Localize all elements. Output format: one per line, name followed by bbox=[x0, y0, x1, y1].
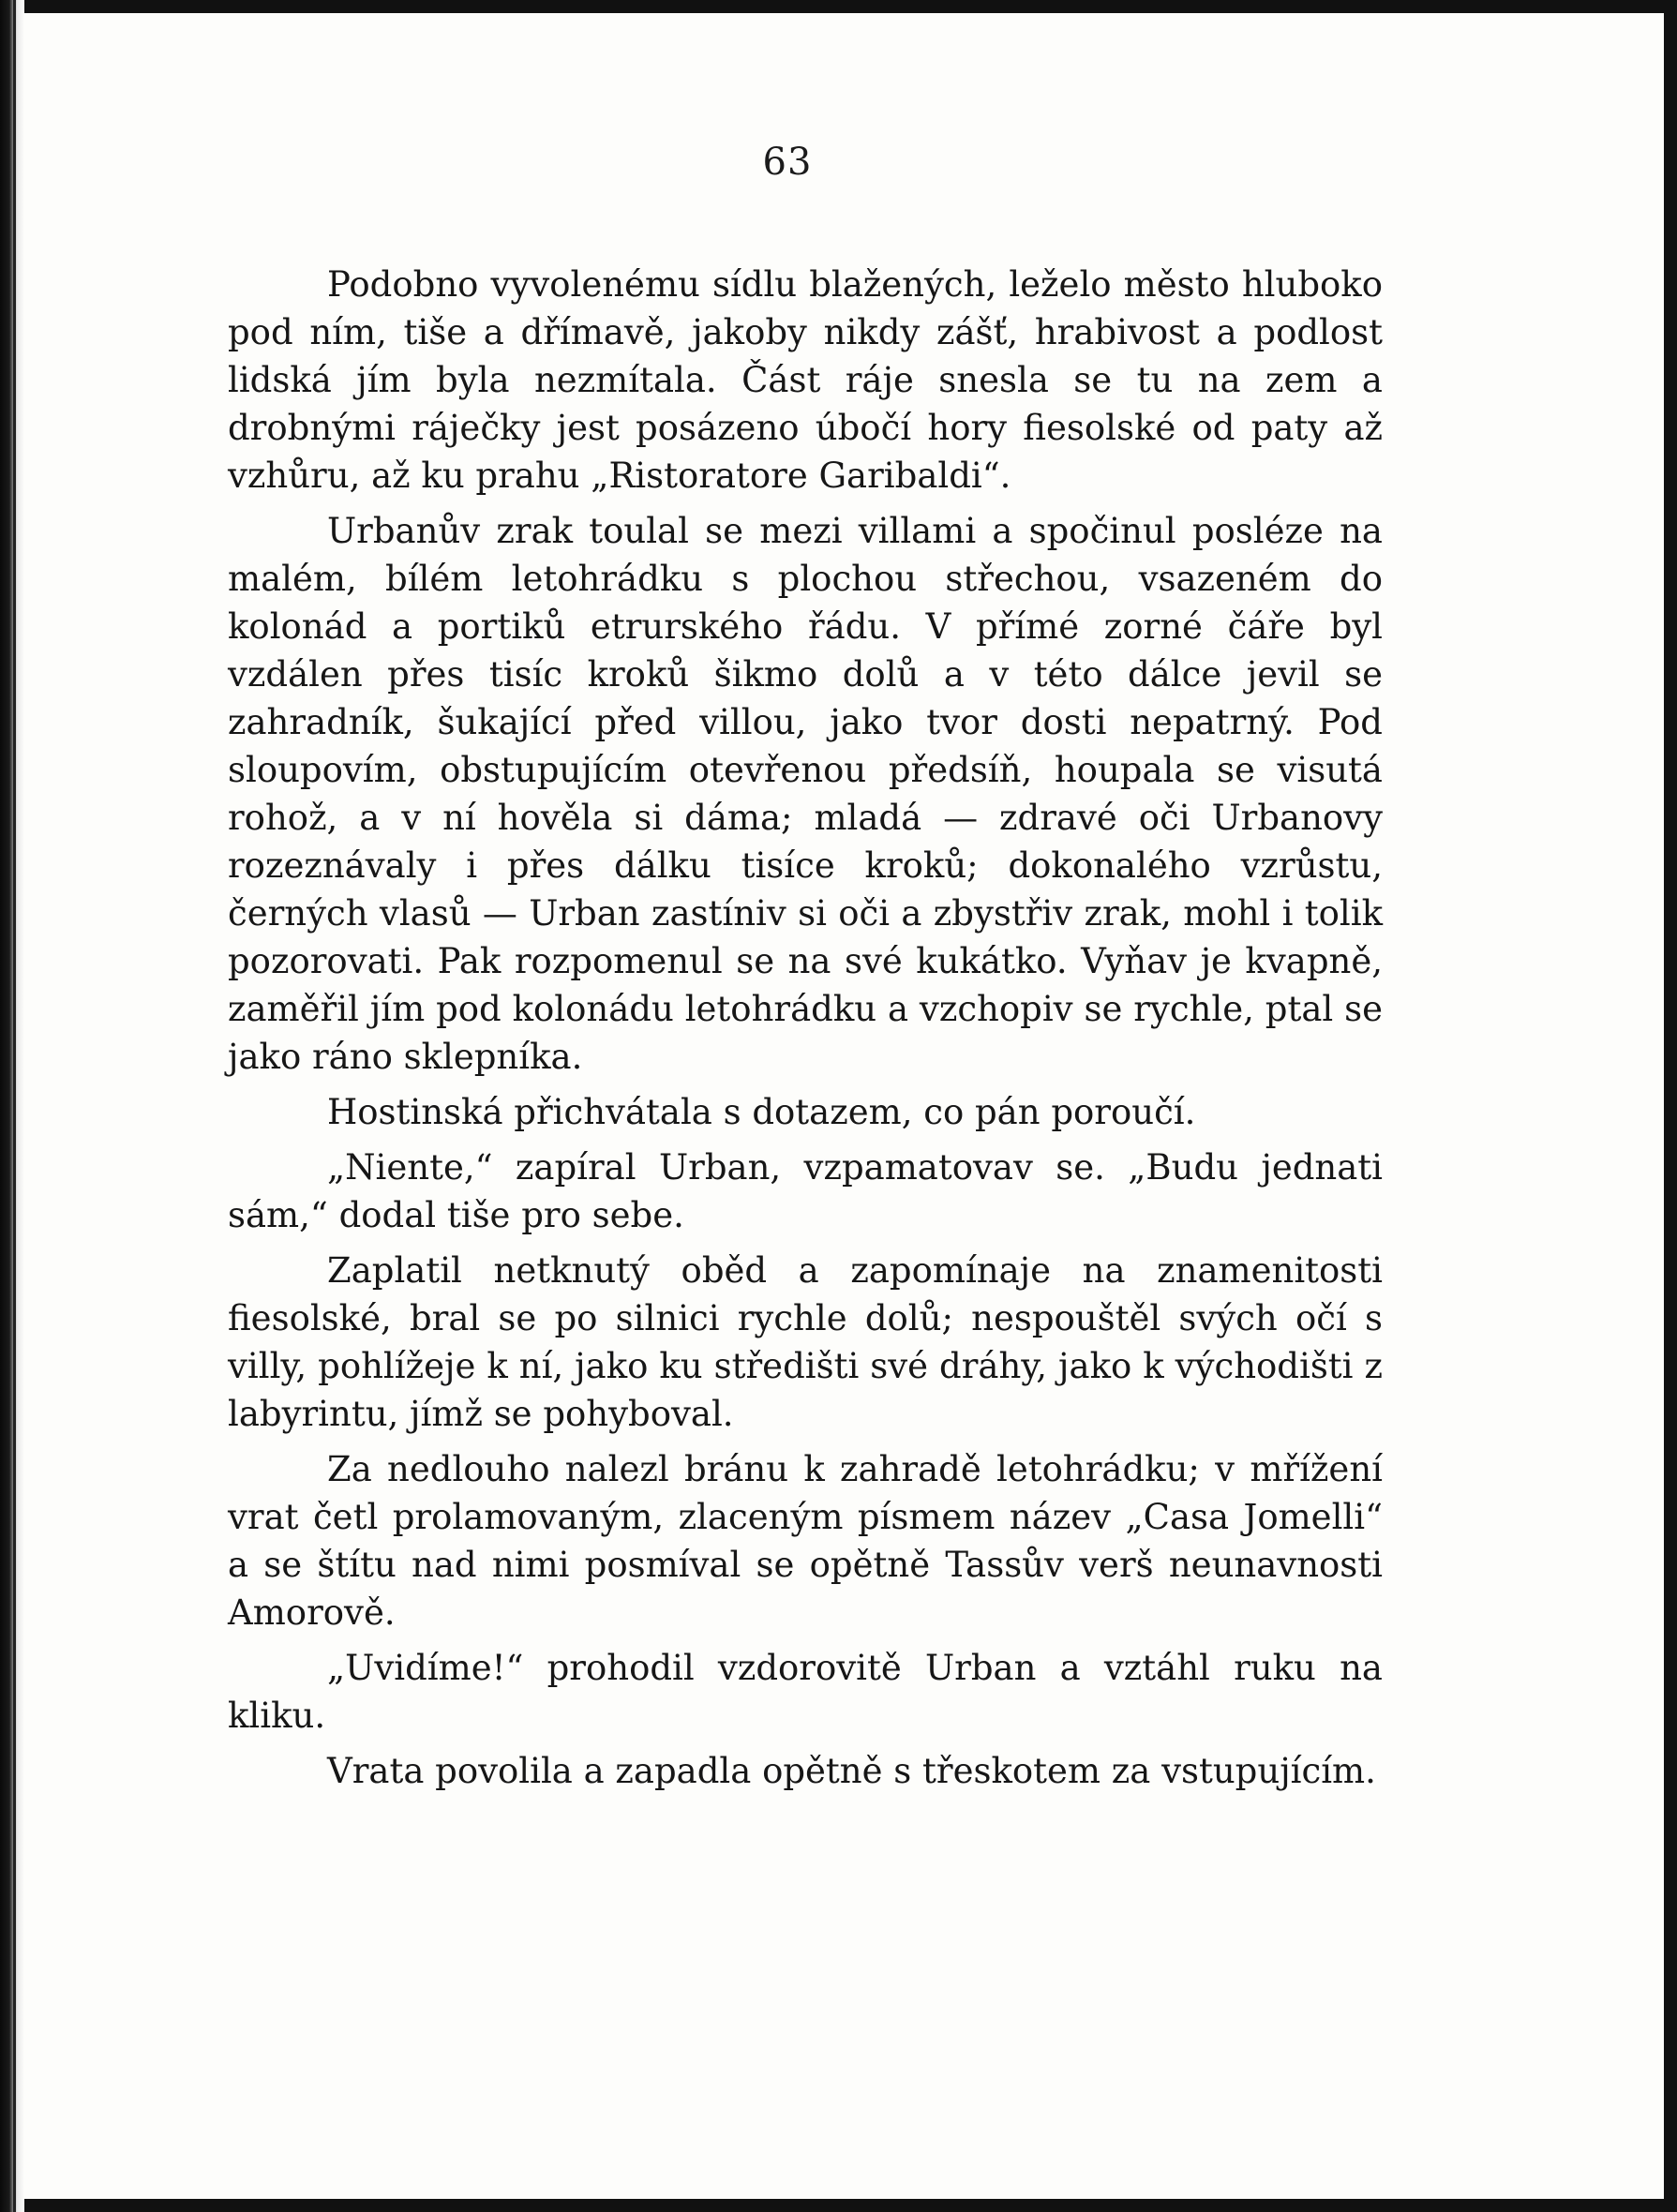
body-text bbox=[228, 261, 1383, 1795]
paragraph: „Niente,“ zapíral Urban, vzpamatovav se. „Budu jednati sám,“ dodal tiše pro sebe. bbox=[228, 1147, 1383, 1235]
paragraph: Za nedlouho nalezl bránu k zahradě letohrádku; v mřížení vrat četl prolamovaným, zlaceným písmem název „Casa Jomelli“ a se štítu nad nimi posmíval se opětně Tassův verš neunavnosti Amorově. bbox=[228, 1449, 1383, 1633]
paragraph: Urbanův zrak toulal se mezi villami a spočinul posléze na malém, bílém letohrádku s plochou střechou, vsazeném do kolonád a portiků etrurského řádu. V přímé zorné čáře byl vzdálen přes tisíc kroků šikmo dolů a v této dálce jevil se zahradník, šukající před villou, jako tvor dosti nepatrný. Pod sloupovím, obstupujícím otevřenou předsíň, houpala se visutá rohož, a v ní hověla si dáma; mladá — zdravé oči Urbanovy rozeznávaly i přes dálku tisíce kroků; dokonalého vzrůstu, černých vlasů — Urban zastíniv si oči a zbystřiv zrak, mohl i tolik pozorovati. Pak rozpomenul se na své kukátko. Vyňav je kvapně, zaměřil jím pod kolonádu letohrádku a vzchopiv se rychle, ptal se jako ráno sklepníka. bbox=[228, 511, 1383, 1077]
paragraph: Hostinská přichvátala s dotazem, co pán poroučí. bbox=[327, 1092, 1196, 1132]
paragraph: Vrata povolila a zapadla opětně s třeskotem za vstupujícím. bbox=[327, 1751, 1376, 1791]
scan-border-right bbox=[1664, 0, 1677, 2212]
binding-edge bbox=[13, 0, 16, 2212]
paragraph: Zaplatil netknutý oběd a zapomínaje na znamenitosti fiesolské, bral se po silnici rychle dolů; nespouštěl svých očí s villy, pohlížeje k ní, jako ku středišti své dráhy, jako k východišti z labyrintu, jímž se pohyboval. bbox=[228, 1250, 1383, 1434]
paragraph: Podobno vyvolenému sídlu blažených, leželo město hluboko pod ním, tiše a dřímavě, jakoby nikdy zášť, hrabivost a podlost lidská jím byla nezmítala. Část ráje snesla se tu na zem a drobnými ráječky jest posázeno úbočí hory fiesolské od paty až vzhůru, až ku prahu „Ristoratore Garibaldi“. bbox=[228, 264, 1383, 496]
scan-border-left bbox=[0, 0, 24, 2212]
scan-border-bottom bbox=[0, 2199, 1677, 2212]
page-number: 63 bbox=[762, 141, 813, 184]
scan-border-top bbox=[0, 0, 1677, 13]
paragraph: „Uvidíme!“ prohodil vzdorovitě Urban a vztáhl ruku na kliku. bbox=[228, 1648, 1383, 1736]
